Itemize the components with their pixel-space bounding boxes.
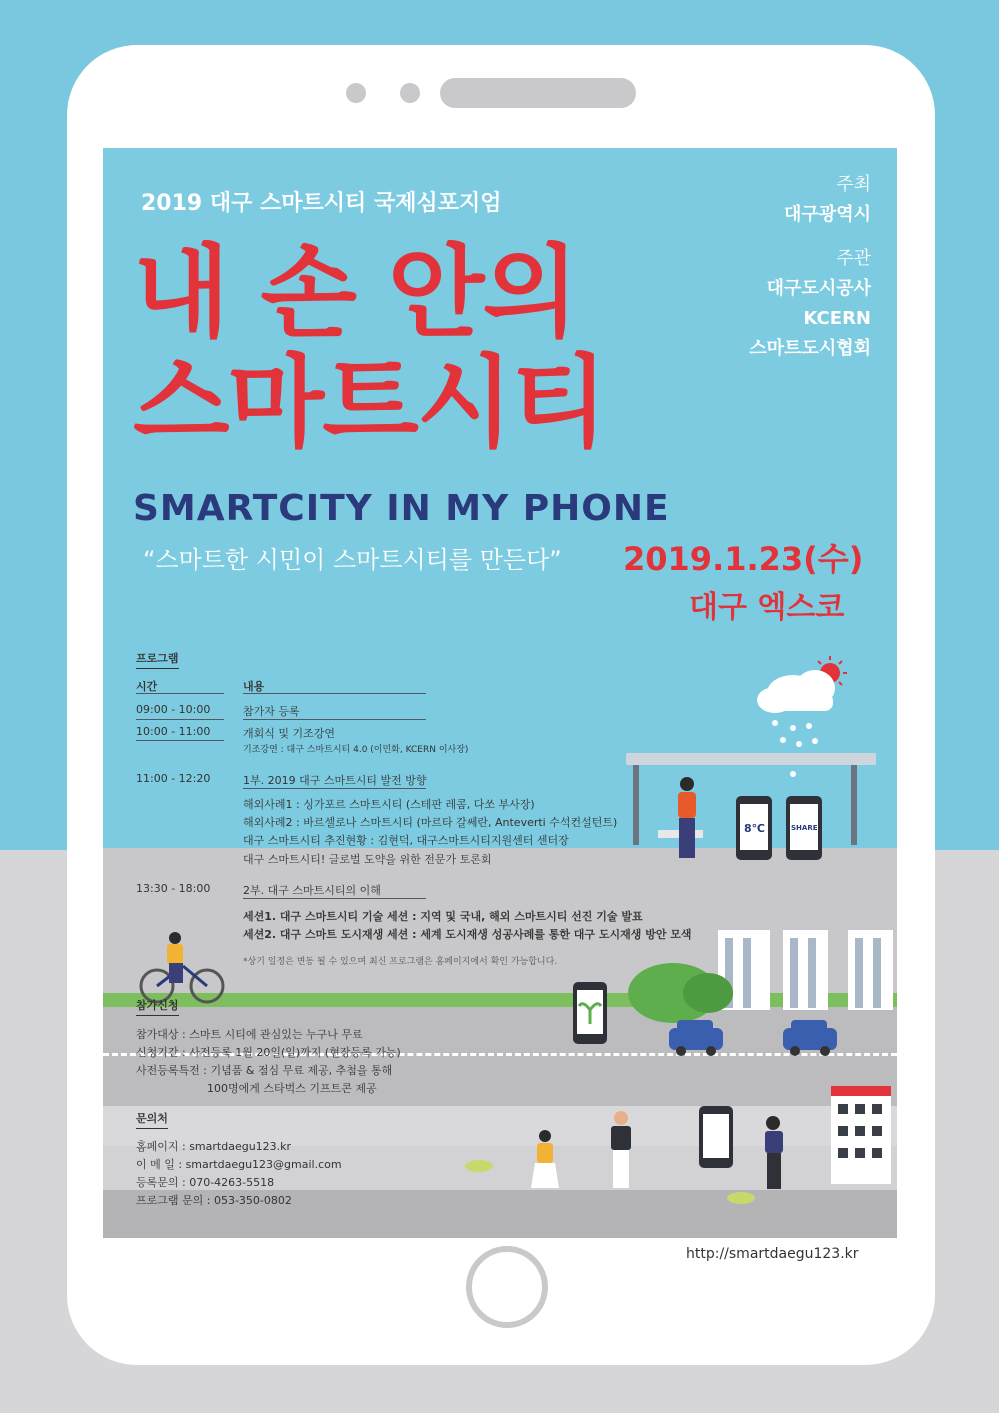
phone-temperature: 8℃ bbox=[744, 822, 765, 835]
host-label: 주최 bbox=[836, 174, 871, 195]
program-col-time: 시간 bbox=[136, 680, 158, 693]
program-item: 세션1. 대구 스마트시티 기술 세션 : 지역 및 국내, 해외 스마트시티 선진 기술 발표 bbox=[243, 910, 643, 923]
bus-stop-illustration bbox=[626, 753, 876, 860]
contact-homepage: 홈페이지 : smartdaegu123.kr bbox=[136, 1140, 292, 1153]
organizer-1: 대구도시공사 bbox=[766, 278, 871, 299]
buildings-illustration bbox=[718, 930, 893, 1010]
program-heading: 프로그램 bbox=[136, 650, 179, 669]
organizer-label: 주관 bbox=[836, 248, 871, 269]
rain-drops-icon bbox=[772, 720, 818, 777]
english-title: SMARTCITY IN MY PHONE bbox=[133, 488, 670, 529]
program-item: 해외사례2 : 바르셀로나 스마트시티 (마르타 갈쎄란, Anteverti 수석컨설턴트) bbox=[243, 816, 618, 829]
contact-heading: 문의처 bbox=[136, 1110, 168, 1129]
people-illustration bbox=[531, 1106, 783, 1189]
slogan: “스마트한 시민이 스마트시티를 만든다” bbox=[143, 546, 562, 574]
plant-phone-illustration bbox=[573, 982, 607, 1044]
program-time: 09:00 - 10:00 bbox=[136, 703, 211, 716]
event-venue: 대구 엑스코 bbox=[689, 590, 845, 625]
program-content: 2부. 대구 스마트시티의 이해 bbox=[243, 884, 381, 897]
registration-target: 참가대상 : 스마트 시티에 관심있는 누구나 무료 bbox=[136, 1028, 363, 1041]
poster-screen bbox=[103, 148, 897, 1238]
program-time: 11:00 - 12:20 bbox=[136, 772, 211, 785]
organizers-block bbox=[749, 170, 871, 364]
sensor-dot-icon bbox=[400, 83, 420, 103]
divider bbox=[136, 740, 224, 741]
poster-subtitle: 2019 대구 스마트시티 국제심포지엄 bbox=[141, 191, 502, 216]
organizer-2: KCERN bbox=[803, 308, 871, 329]
camera-dot-icon bbox=[346, 83, 366, 103]
program-item: 대구 스마트시티 추진현황 : 김현덕, 대구스마트시티지원센터 센터장 bbox=[243, 834, 569, 847]
host-name: 대구광역시 bbox=[784, 204, 871, 225]
program-time: 13:30 - 18:00 bbox=[136, 882, 211, 895]
divider bbox=[243, 693, 426, 694]
registration-benefit-detail: 100명에게 스타벅스 기프트콘 제공 bbox=[207, 1082, 377, 1095]
program-detail: 기조강연 : 대구 스마트시티 4.0 (이민화, KCERN 이사장) bbox=[243, 745, 469, 755]
car-illustration bbox=[669, 1020, 837, 1056]
program-col-content: 내용 bbox=[243, 680, 265, 693]
program-time: 10:00 - 11:00 bbox=[136, 725, 211, 738]
poster-main-title bbox=[133, 234, 606, 461]
trees-illustration bbox=[628, 963, 733, 1023]
contact-program-phone: 프로그램 문의 : 053-350-0802 bbox=[136, 1194, 292, 1207]
divider bbox=[243, 788, 426, 789]
program-note: *상기 일정은 변동 될 수 있으며 최신 프로그램은 홈페이지에서 확인 가능합니다. bbox=[243, 957, 558, 967]
organizer-3: 스마트도시협회 bbox=[749, 338, 871, 359]
program-content: 1부. 2019 대구 스마트시티 발전 방향 bbox=[243, 774, 427, 787]
cloud-icon bbox=[757, 670, 835, 713]
registration-heading: 참가신청 bbox=[136, 997, 179, 1016]
divider bbox=[136, 693, 224, 694]
divider bbox=[243, 898, 426, 899]
house-illustration bbox=[831, 1086, 891, 1184]
registration-benefit: 사전등록특전 : 기념품 & 점심 무료 제공, 추첨을 통해 bbox=[136, 1064, 393, 1077]
title-line-1: 내 손 안의 bbox=[133, 234, 578, 351]
program-item: 대구 스마트시티! 글로벌 도약을 위한 전문가 토론회 bbox=[243, 853, 492, 866]
registration-period: 신청기간 : 사전등록 1월 20일(일)까지 (현장등록 가능) bbox=[136, 1046, 401, 1059]
contact-phone: 등록문의 : 070-4263-5518 bbox=[136, 1176, 275, 1189]
speaker-icon bbox=[440, 78, 636, 108]
phone-share-label: SHARE bbox=[791, 824, 818, 832]
website-url[interactable]: http://smartdaegu123.kr bbox=[686, 1246, 859, 1262]
contact-email: 이 메 일 : smartdaegu123@gmail.com bbox=[136, 1158, 342, 1171]
program-item: 세션2. 대구 스마트 도시재생 세션 : 세계 도시재생 성공사례를 통한 대구 도시재생 방안 모색 bbox=[243, 928, 692, 941]
program-content: 참가자 등록 bbox=[243, 705, 300, 718]
title-line-2: 스마트시티 bbox=[133, 344, 606, 461]
event-date: 2019.1.23(수) bbox=[623, 540, 864, 578]
divider bbox=[243, 719, 426, 720]
cyclist-illustration bbox=[141, 932, 223, 1002]
program-content: 개회식 및 기조강연 bbox=[243, 727, 336, 740]
program-item: 해외사례1 : 싱가포르 스마트시티 (스테판 레콤, 다쏘 부사장) bbox=[243, 798, 535, 811]
divider bbox=[136, 719, 224, 720]
home-button[interactable] bbox=[466, 1246, 548, 1328]
